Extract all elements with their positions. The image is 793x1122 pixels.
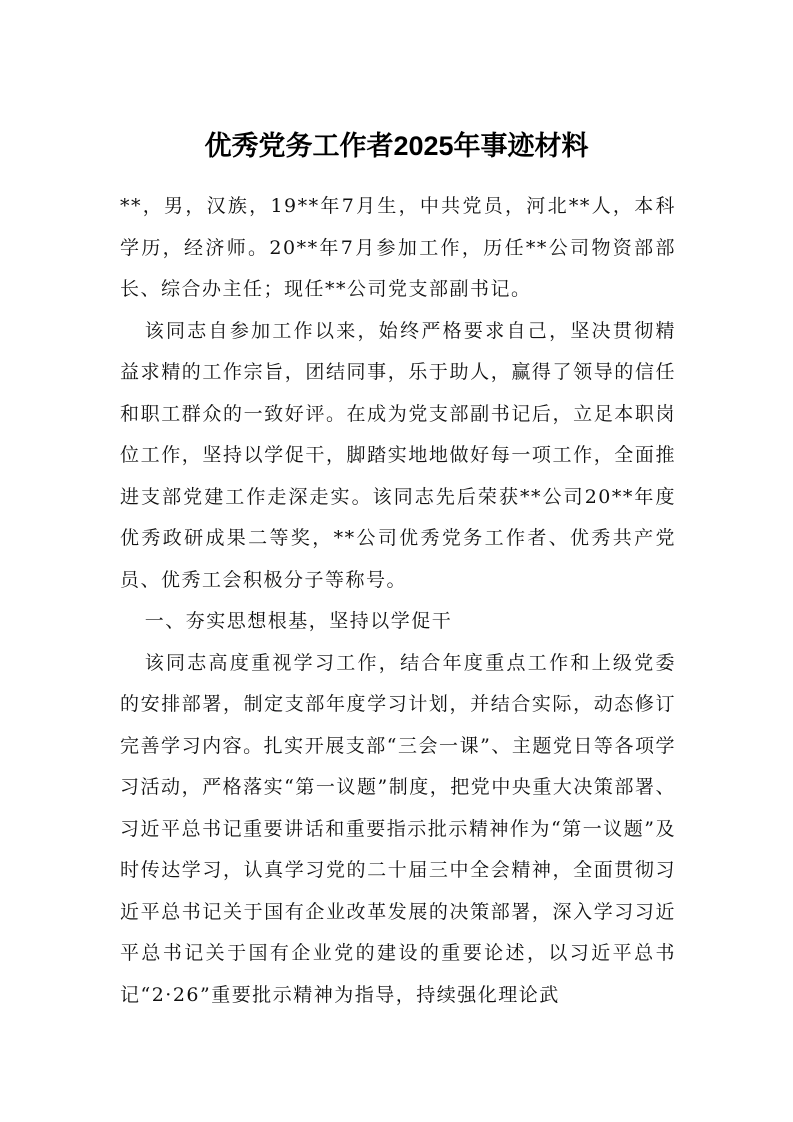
summary-paragraph: 该同志自参加工作以来，始终严格要求自己，坚决贯彻精益求精的工作宗旨，团结同事，乐于助人，赢得了领导的信任和职工群众的一致好评。在成为党支部副书记后，立足本职岗位工作，坚持以学促干，脚踏实地地做好每一项工作，全面推进支部党建工作走深走实。该同志先后荣获**公司20**年度优秀政研成果二等奖，**公司优秀党务工作者、优秀共产党员、优秀工会积极分子等称号。 xyxy=(120,319,676,591)
document-title: 优秀党务工作者2025年事迹材料 xyxy=(204,131,589,161)
intro-paragraph: **，男，汉族，19**年7月生，中共党员，河北**人，本科学历，经济师。20**年7月参加工作，历任**公司物资部部长、综合办主任；现任**公司党支部副书记。 xyxy=(120,195,676,300)
section-heading: 一、夯实思想根基，坚持以学促干 xyxy=(144,610,453,632)
document-body xyxy=(120,186,676,1016)
section-paragraph: 该同志高度重视学习工作，结合年度重点工作和上级党委的安排部署，制定支部年度学习计划，并结合实际，动态修订完善学习内容。扎实开展支部“三会一课”、主题党日等各项学习活动，严格落实“第一议题”制度，把党中央重大决策部署、习近平总书记重要讲话和重要指示批示精神作为“第一议题”及时传达学习，认真学习党的二十届三中全会精神，全面贯彻习近平总书记关于国有企业改革发展的决策部署，深入学习习近平总书记关于国有企业党的建设的重要论述，以习近平总书记“2·26”重要批示精神为指导，持续强化理论武 xyxy=(120,651,676,1006)
